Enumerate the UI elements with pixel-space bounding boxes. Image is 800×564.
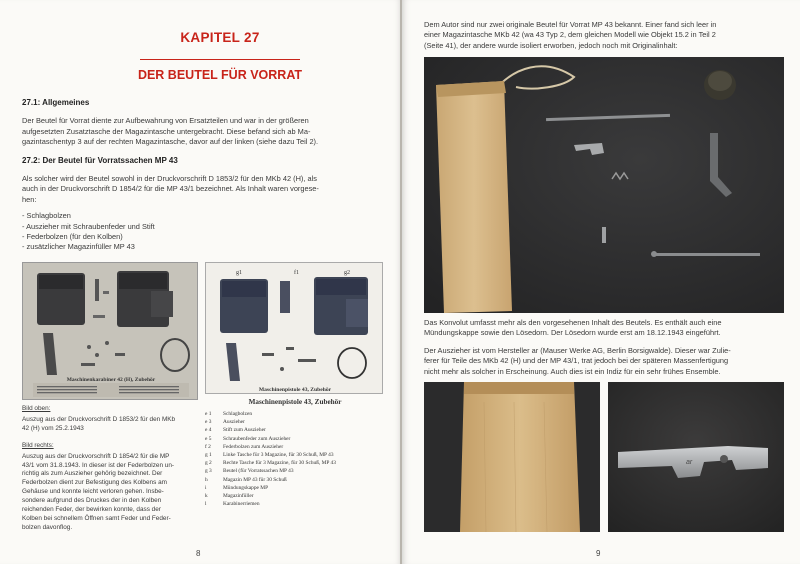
manual-scan-mkb42 [22, 262, 198, 400]
section2-line: hen: [22, 194, 37, 204]
fig2-label-g2: g2 [344, 270, 350, 276]
para2-line: Mündungskappe sowie den Lösedorn. Der Lösedorn wurde erst am 18.12.1943 eingeführt. [424, 328, 721, 338]
mp43-accessory-drawing [206, 263, 383, 394]
intro-paragraph [424, 20, 784, 51]
table-row [205, 492, 385, 500]
caption-line: 42 (H) vom 25.2.1943 [22, 424, 84, 432]
caption-line: richtig als zum Auszieher gehörig bezeichnet. Der [22, 470, 163, 478]
fig1-caption: Maschinenkarabiner 42 (H), Zubehör [66, 377, 156, 383]
figure-captions [22, 405, 194, 533]
table-key: l [205, 501, 207, 508]
caption-right-label: Bild rechts: [22, 441, 54, 449]
fig2-caption: Maschinenpistole 43, Zubehör [258, 387, 332, 393]
table-value: Linke Tasche für 3 Magazine, für 30 Schuß, MP 43 [223, 452, 334, 459]
table-row [205, 435, 385, 443]
table-value: Auszieher [223, 419, 245, 426]
table-row [205, 500, 385, 508]
manual-drawing-mp43 [205, 262, 383, 394]
intro-line: einer Magazintasche MKb 42 (wa 43 Typ 2, dem gleichen Modell wie Objekt 15.2 in Teil 2 [424, 30, 716, 40]
right-page [402, 0, 800, 564]
accessory-table [205, 398, 385, 508]
table-key: g 3 [205, 468, 212, 475]
para2-line: Das Konvolut umfasst mehr als den vorgesehenen Inhalt des Beutels. Es enthält auch eine [424, 318, 722, 327]
extractor-paragraph [424, 346, 784, 377]
caption-line: Auszug aus der Druckvorschrift D 1853/2 für den MKb [22, 415, 176, 423]
bag-closeup-photo [424, 382, 600, 532]
para3-line: Der Auszieher ist vom Hersteller ar (Mauser Werke AG, Berlin Borsigwalde). Dieser war Zulie- [424, 346, 731, 355]
caption-line: Federbolzen dient zur Befestigung des Kolbens am [22, 479, 167, 487]
table-value: Magazin MP 43 für 30 Schuß [223, 476, 287, 483]
fig2-label-f1: f1 [294, 270, 299, 276]
table-row [205, 476, 385, 484]
section1-heading: 27.1: Allgemeines [22, 98, 90, 107]
table-value: Schlagbolzen [223, 411, 253, 417]
table-value: Rechte Tasche für 3 Magazine, für 30 Schuß, MP 43 [223, 460, 336, 467]
caption-line: Kolben bei schnellem Öffnen samt Feder und Feder- [22, 514, 171, 522]
caption-above-label: Bild oben: [22, 405, 51, 412]
table-row [205, 459, 385, 467]
table-key: g 1 [205, 452, 212, 459]
chapter-header [120, 30, 320, 82]
page-number-left: 8 [196, 549, 201, 558]
photo-bag-contents [424, 57, 784, 313]
section2-line: Als solcher wird der Beutel sowohl in der Druckvorschrift D 1853/2 für den MKb 42 (H), als [22, 174, 317, 184]
caption-line: reichenden Feder, der bewirken konnte, dass der [22, 506, 161, 514]
table-value: Magazinfüller [223, 493, 254, 500]
konvolut-paragraph [424, 318, 784, 339]
table-value: Beutel (für Vorratssachen MP 43 [223, 468, 294, 475]
extractor-maker-stamp: ar [686, 459, 693, 466]
intro-line: Dem Autor sind nur zwei originale Beutel für Vorrat MP 43 bekannt. Einer fand sich leer in [424, 20, 717, 29]
contents-item: - Schlagbolzen [22, 211, 71, 221]
section1-line: aufgesetzten Zusatztasche der Magazintasche untergebracht. Diese befand sich ab Ma- [22, 126, 311, 136]
page-number-right: 9 [596, 549, 601, 558]
manual-scan-illustration [23, 263, 198, 400]
table-key: e 4 [205, 427, 212, 434]
table-key: e 5 [205, 435, 212, 442]
table-key: i [205, 484, 207, 491]
fig2-label-g1: g1 [236, 270, 242, 276]
table-key: g 2 [205, 460, 212, 467]
table-key: e 3 [205, 419, 212, 426]
section1-line: Der Beutel für Vorrat diente zur Aufbewahrung von Ersatzteilen und war in der größeren [22, 116, 309, 126]
table-value: Schraubenfeder zum Auszieher [223, 435, 291, 442]
contents-item: - zusätzlicher Magazinfüller MP 43 [22, 242, 135, 252]
table-row [205, 418, 385, 426]
table-value: Mündungskappe MP [223, 484, 269, 491]
photo-bag-closeup [424, 382, 600, 532]
table-key: f 2 [205, 443, 211, 450]
section1-line: gazintaschentyp 3 auf der rechten Magazintasche, davor auf der linken (siehe dazu Teil 2). [22, 137, 319, 147]
caption-line: sondere aufgrund des Druckes der in den Kolben [22, 497, 162, 505]
caption-line: 43/1 vom 31.8.1943. In dieser ist der Federbolzen un- [22, 461, 175, 469]
table-row [205, 426, 385, 434]
caption-line: bolzen davonflog. [22, 523, 73, 531]
contents-item: - Federbolzen (für den Kolben) [22, 232, 123, 242]
para3-line: ferer für Teile des MKb 42 (H) und der MP 43/1, trat jedoch bei der späteren Massenfertigung [424, 356, 729, 366]
extractor-closeup-photo [608, 382, 784, 532]
intro-line: (Seite 41), der andere wurde isoliert erworben, jedoch noch mit Originalinhalt: [424, 40, 678, 50]
section2-line: auch in der Druckvorschrift D 1854/2 für die MP 43/1 bezeichnet. Als Inhalt waren vorgese- [22, 184, 319, 194]
table-row [205, 410, 385, 418]
caption-line: Auszug aus der Druckvorschrift D 1854/2 für die MP [22, 452, 170, 460]
table-row [205, 484, 385, 492]
chapter-divider [140, 59, 300, 60]
photo-extractor-closeup [608, 382, 784, 532]
table-key: e 1 [205, 411, 212, 417]
table-key: h [205, 476, 208, 483]
caption-line: Gehäuse und konnte leicht verloren gehen. Insbe- [22, 488, 164, 496]
table-row [205, 467, 385, 475]
contents-item: - Auszieher mit Schraubenfeder und Stift [22, 221, 155, 231]
table-row [205, 443, 385, 451]
bag-contents-photo [424, 57, 784, 313]
chapter-subtitle: DER BEUTEL FÜR VORRAT [137, 68, 303, 82]
chapter-title: KAPITEL 27 [180, 30, 260, 45]
section-general [22, 98, 378, 253]
table-value: Federbolzen zum Auszieher [223, 443, 284, 450]
table-key: k [205, 493, 208, 500]
table-title: Maschinenpistole 43, Zubehör [248, 398, 342, 406]
table-value: Karabinerriemen [223, 501, 260, 508]
table-row [205, 451, 385, 459]
table-value: Stift zum Auszieher [223, 427, 266, 434]
section2-heading: 27.2: Der Beutel für Vorratssachen MP 43 [22, 155, 178, 165]
para3-line: nicht mehr als solcher in Erscheinung. Auch dies ist ein Indiz für ein sehr frühes Ensemble. [424, 366, 721, 376]
